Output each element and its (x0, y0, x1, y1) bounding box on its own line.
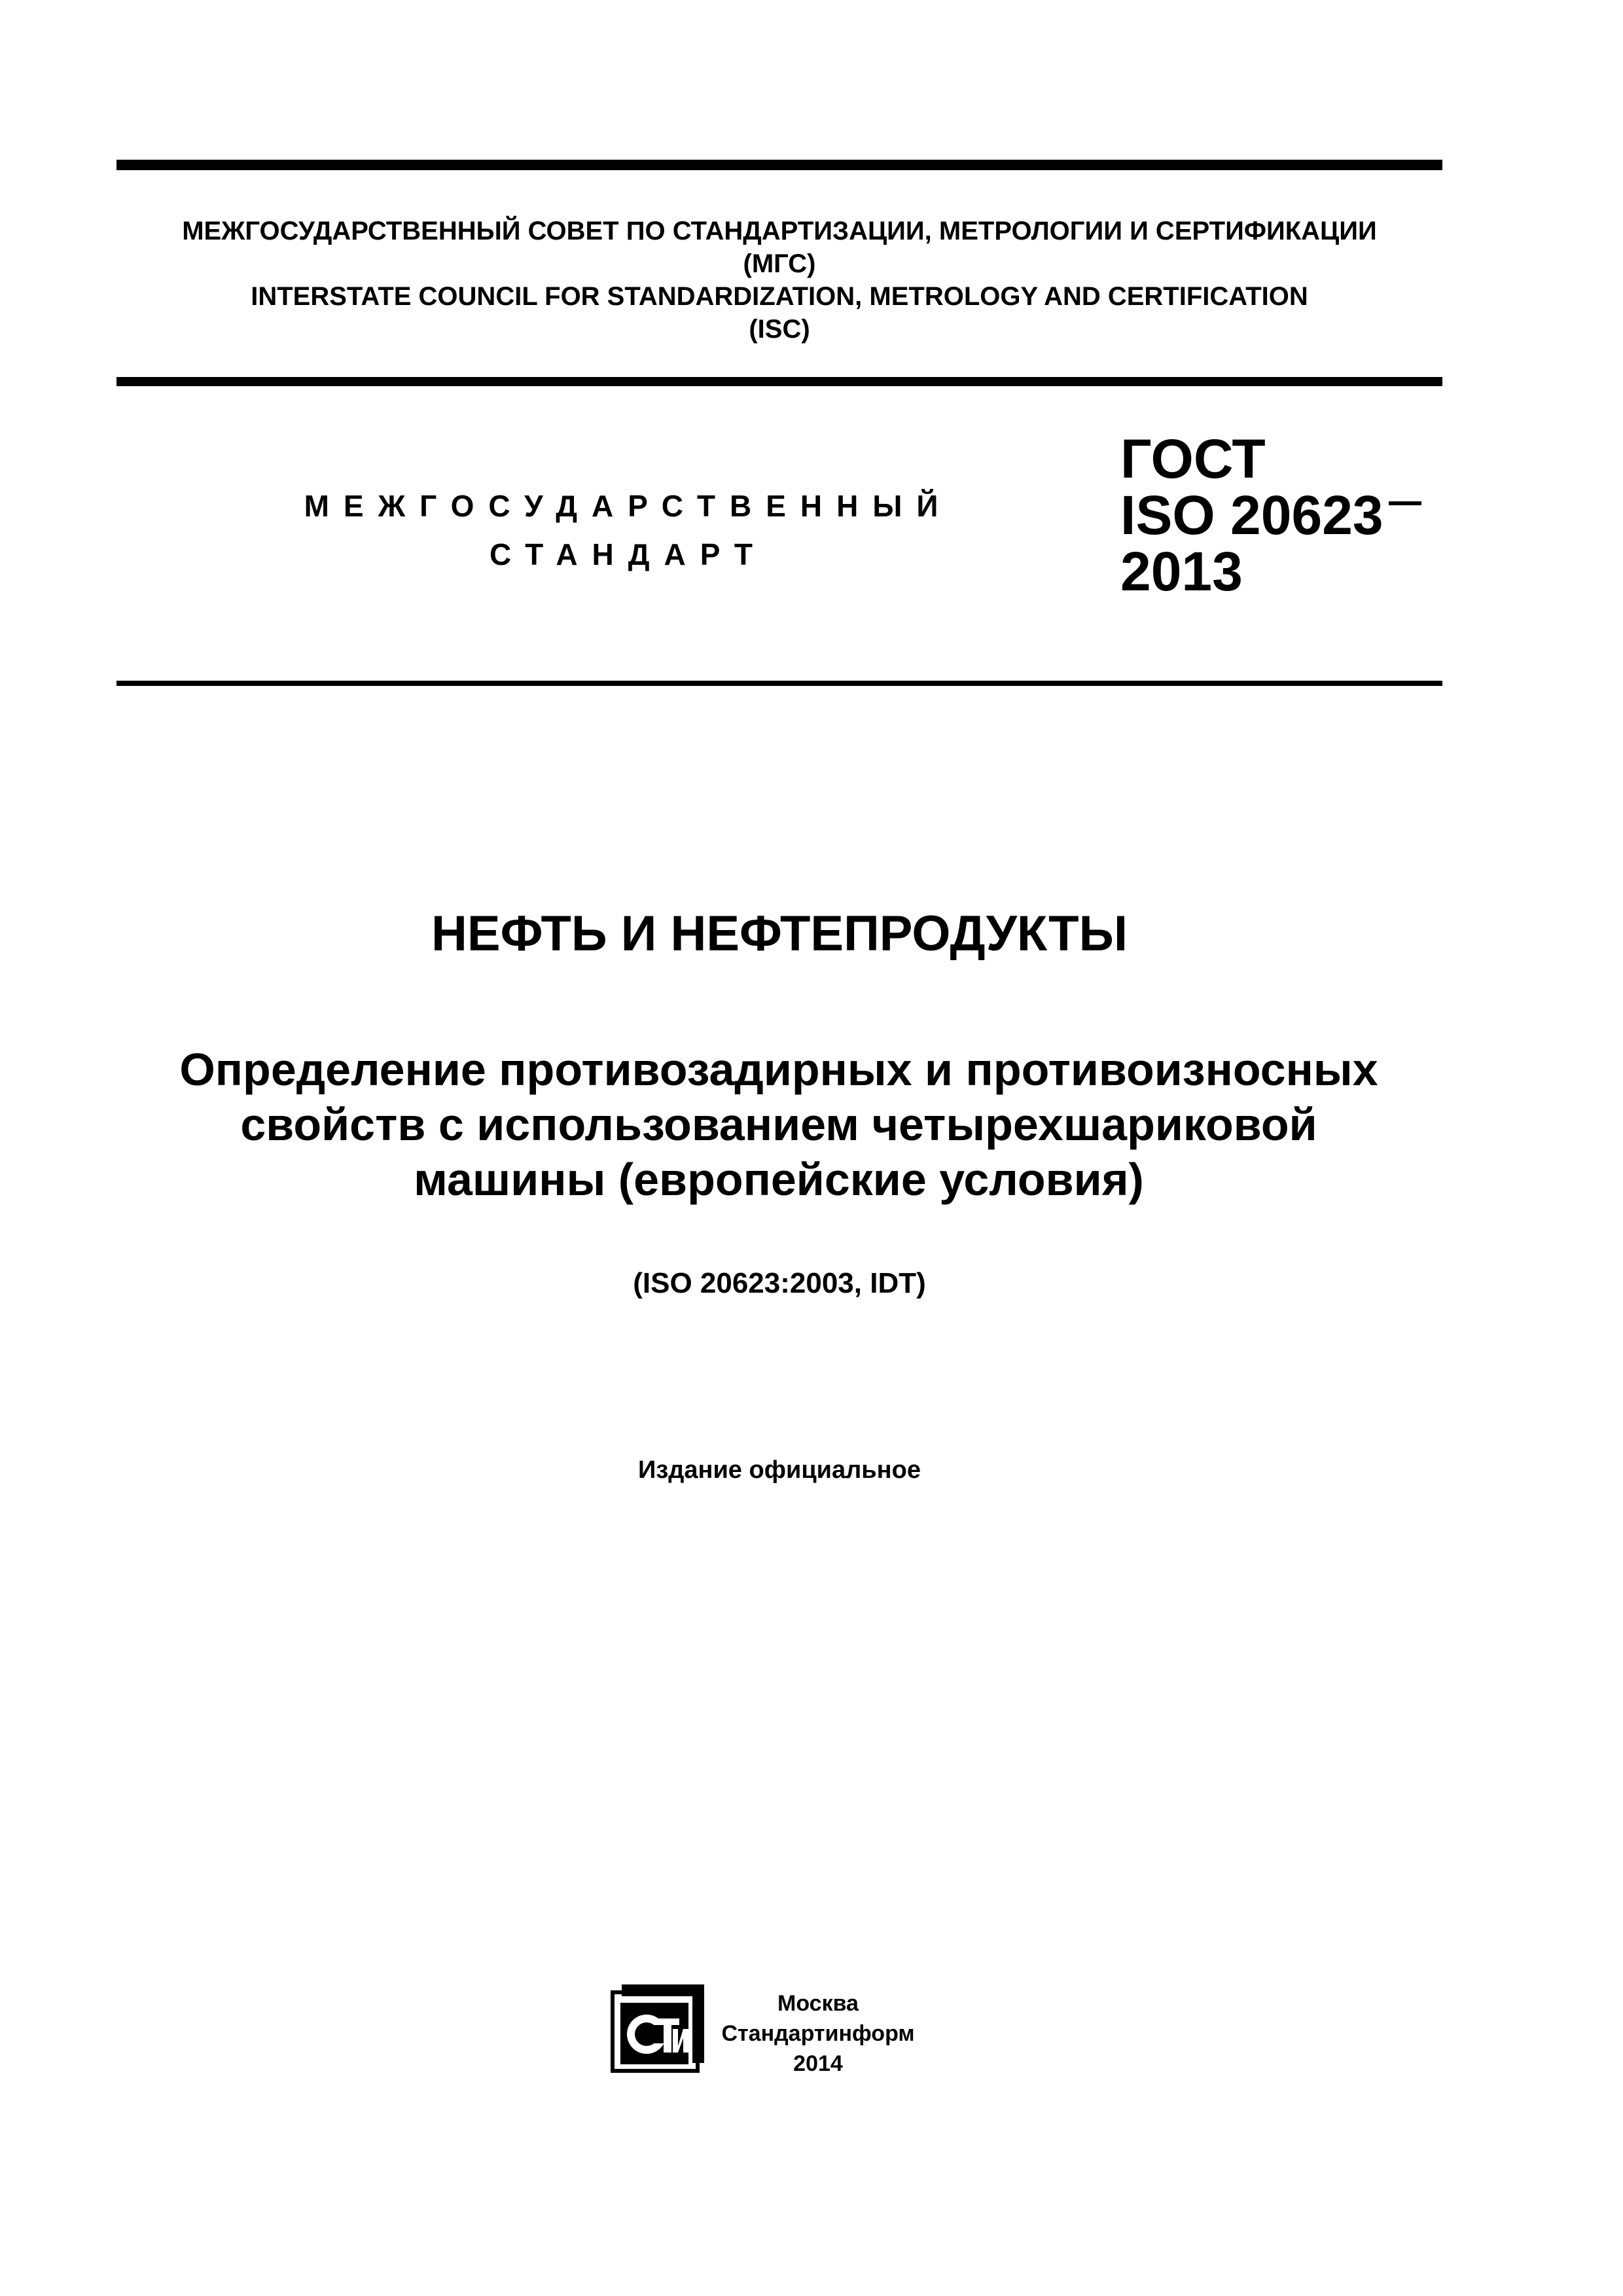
council-name-en: INTERSTATE COUNCIL FOR STANDARDIZATION, METROLOGY AND CERTIFICATION (251, 282, 1308, 311)
subtitle-line3: машины (европейские условия) (414, 1154, 1144, 1205)
council-header (116, 215, 1442, 346)
designation-number: ISO 20623 (1120, 484, 1383, 546)
standartinform-logo-icon (607, 1979, 705, 2077)
standard-type (249, 482, 1008, 579)
council-name-ru: МЕЖГОСУДАРСТВЕННЫЙ СОВЕТ ПО СТАНДАРТИЗАЦИИ, МЕТРОЛОГИИ И СЕРТИФИКАЦИИ (182, 217, 1377, 245)
publication-year: 2014 (793, 2051, 843, 2076)
standard-type-line2: СТАНДАРТ (490, 537, 767, 571)
council-abbr-ru: (МГС) (743, 249, 816, 278)
publisher-text (720, 1988, 916, 2079)
standard-designation (1120, 428, 1421, 602)
subtitle-line2: свойств с использованием четырехшариковой (240, 1099, 1317, 1150)
edition-label: Издание официальное (638, 1456, 921, 1484)
publisher-city: Москва (777, 1991, 859, 2016)
lower-rule (116, 681, 1442, 686)
council-abbr-en: (ISC) (749, 315, 810, 344)
standard-type-line1: МЕЖГОСУДАРСТВЕННЫЙ (304, 489, 953, 523)
publisher-name: Стандартинформ (721, 2021, 915, 2046)
designation-gost: ГОСТ (1120, 428, 1266, 490)
top-rule (116, 160, 1442, 170)
document-title: НЕФТЬ И НЕФТЕПРОДУКТЫ (431, 906, 1128, 961)
middle-rule (116, 377, 1442, 386)
designation-number-row (1120, 484, 1421, 546)
document-subtitle (79, 1042, 1479, 1207)
iso-reference: (ISO 20623:2003, IDT) (633, 1267, 926, 1299)
designation-dash (1389, 501, 1421, 505)
designation-year: 2013 (1120, 541, 1243, 602)
publisher-block (607, 1977, 974, 2088)
subtitle-line1: Определение противозадирных и противоизносных (179, 1044, 1378, 1095)
